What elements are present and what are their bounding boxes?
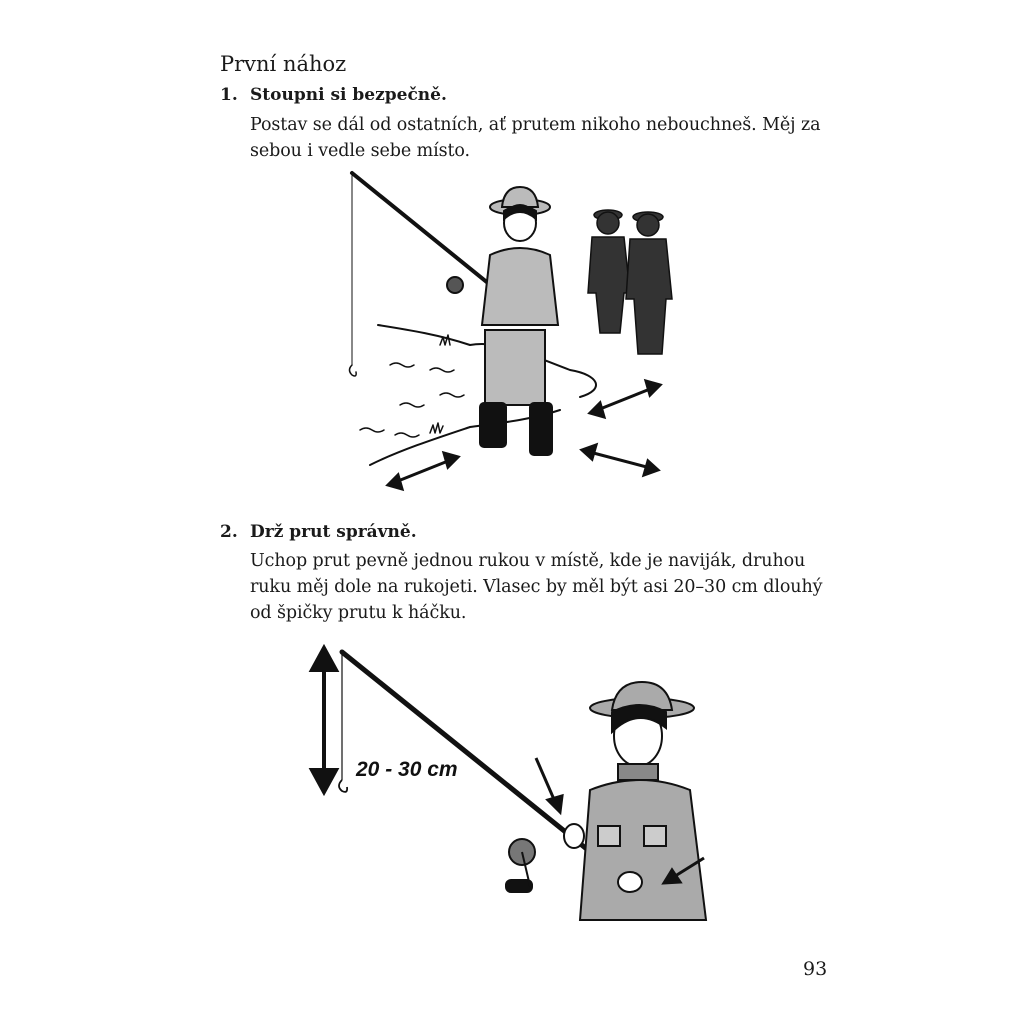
step-1-text (250, 112, 820, 164)
step-2-line-1: Uchop prut pevně jednou rukou v místě, kde je naviják, druhou (250, 551, 806, 571)
page-number: 93 (803, 958, 828, 980)
section-heading: První nához (220, 52, 347, 76)
step-1-title: Stoupni si bezpečně. (250, 85, 447, 105)
step-2-number: 2. (220, 522, 238, 542)
step-1-title-row (220, 85, 447, 105)
reel (506, 839, 535, 892)
angler-boy (564, 682, 706, 920)
step-1-number: 1. (220, 85, 238, 105)
line-length-label: 20 - 30 cm (356, 758, 458, 781)
step-2-line-3: od špičky prutu k háčku. (250, 603, 467, 623)
step-2-text (250, 548, 823, 626)
step-1-line-2: sebou i vedle sebe místo. (250, 141, 470, 161)
length-arrow (312, 648, 336, 792)
step-2-title: Drž prut správně. (250, 522, 417, 542)
angler-boy (480, 187, 558, 455)
step-2-line-2: ruku měj dole na rukojeti. Vlasec by měl být asi 20–30 cm dlouhý (250, 577, 823, 597)
step-1-line-1: Postav se dál od ostatních, ať prutem nikoho nebouchneš. Měj za (250, 115, 821, 135)
step-2-title-row (220, 522, 417, 542)
illustration-rod-grip (300, 640, 720, 935)
illustration-safe-stance (330, 165, 690, 495)
bystanders-silhouette (588, 210, 672, 354)
